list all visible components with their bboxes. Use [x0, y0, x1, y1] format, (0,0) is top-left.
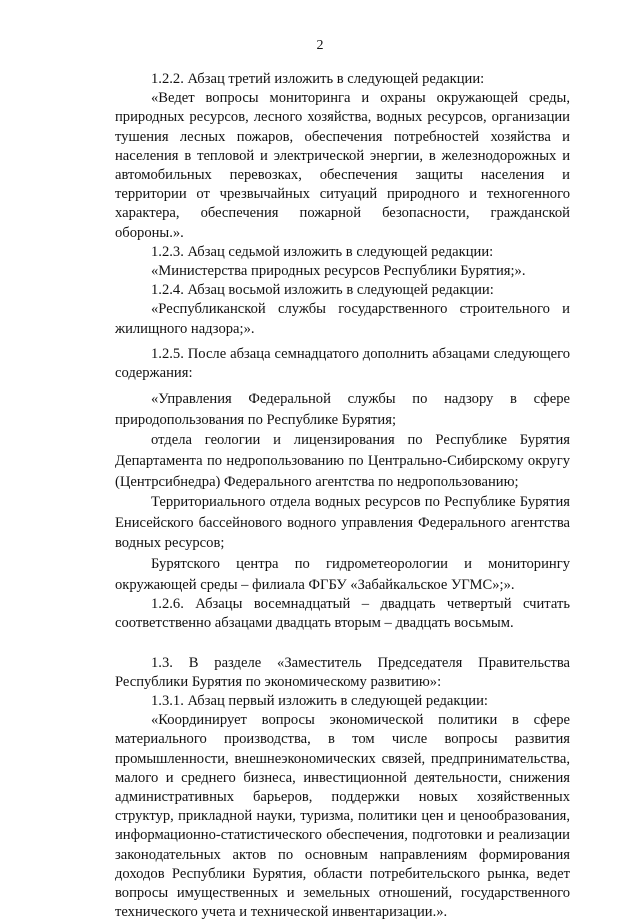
page-number: 2	[316, 38, 324, 53]
paragraph-tsentrsibnedra: отдела геологии и лицензирования по Республике Бурятия Департамента по недропользованию по Центрально-Сибирскому округу (Центрсибнедра) Федерального агентства по недропользованию;	[115, 432, 570, 490]
paragraph-1-3-heading: 1.3. В разделе «Заместитель Председателя Правительства Республики Бурятия по экономическому развитию»:	[115, 654, 570, 690]
paragraph-1-3-1-text: «Координирует вопросы экономической политики в сфере материального производства, в том числе вопросы развития промышленности, внешнеэкономических связей, предпринимательства, малого и среднего бизнеса, инвестиционной деятельности, снижения административных барьеров, поддержки новых хозяйственных структур, прикладной науки, туризма, политики цен и ценообразования, информационно-статистического обеспечения, подготовки и реализации законодательных актов по основным направлениям формирования доходов Республики Бурятия, области потребительского рынка, ведет вопросы имущественных и земельных отношений, государственного технического учета и технической инвентаризации.».	[115, 712, 570, 921]
paragraph-hydromet-center: Бурятского центра по гидрометеорологии и мониторингу окружающей среды – филиала ФГБУ «Забайкальское УГМС»;».	[115, 556, 570, 593]
paragraph-rosprirodnadzor: «Управления Федеральной службы по надзору в сфере природопользования по Республике Бурятия;	[115, 391, 570, 428]
paragraph-1-2-3-heading: 1.2.3. Абзац седьмой изложить в следующей редакции:	[151, 243, 494, 260]
paragraph-water-resources: Территориального отдела водных ресурсов по Республике Бурятия Енисейского бассейнового водного управления Федерального агентства водных ресурсов;	[115, 494, 570, 552]
spacer	[115, 634, 570, 654]
paragraph-1-2-4-text: «Республиканской службы государственного строительного и жилищного надзора;».	[115, 301, 570, 337]
paragraph-1-2-2-text: «Ведет вопросы мониторинга и охраны окружающей среды, природных ресурсов, лесного хозяйства, водных ресурсов, организации тушения лесных пожаров, обеспечения потребностей хозяйства и населения в тепловой и электрической энергии, в железнодорожных и автомобильных перевозках, обеспечения защиты населения и территории от чрезвычайных ситуаций природного и техногенного характера, обеспечения пожарной безопасности, гражданской обороны.».	[115, 90, 570, 241]
paragraph-1-2-5-heading: 1.2.5. После абзаца семнадцатого дополнить абзацами следующего содержания:	[115, 345, 570, 382]
paragraph-1-2-2-heading: 1.2.2. Абзац третий изложить в следующей редакции:	[151, 71, 485, 87]
paragraph-1-3-1-heading: 1.3.1. Абзац первый изложить в следующей редакции:	[151, 693, 488, 709]
paragraph-1-2-4-heading: 1.2.4. Абзац восьмой изложить в следующей редакции:	[151, 282, 494, 299]
document-body	[115, 70, 570, 922]
paragraph-1-2-3-text: «Министерства природных ресурсов Республики Бурятия;».	[151, 263, 526, 280]
paragraph-1-2-6: 1.2.6. Абзацы восемнадцатый – двадцать четвертый считать соответственно абзацами двадцать вторым – двадцать восьмым.	[115, 596, 570, 632]
